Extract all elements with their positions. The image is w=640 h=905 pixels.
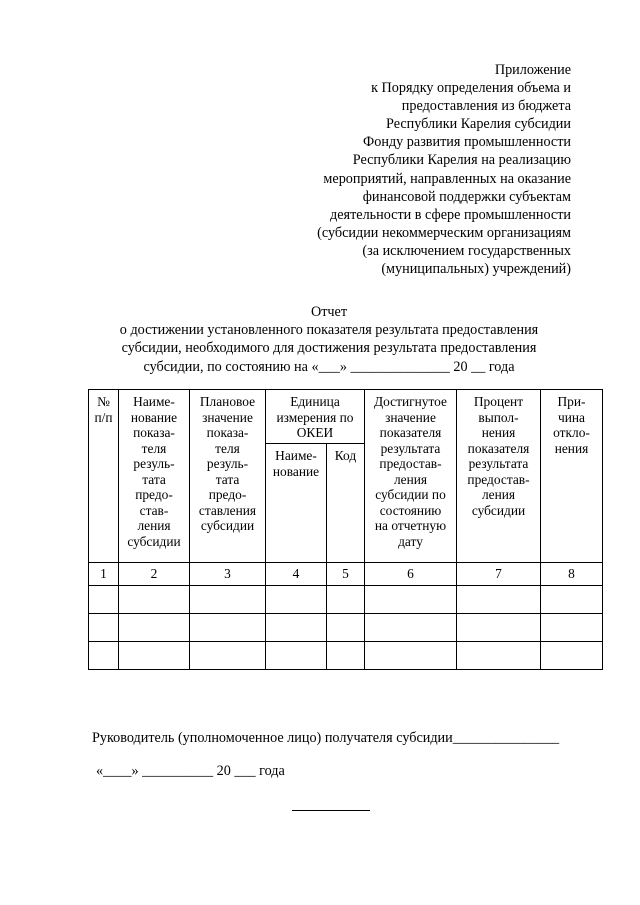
header-cell-deviation-reason: При- чина откло- нения: [541, 390, 603, 563]
header-cell-unit-code: Код: [327, 444, 365, 563]
table-cell[interactable]: [365, 586, 457, 614]
table-cell[interactable]: [190, 586, 266, 614]
table-cell[interactable]: [266, 642, 327, 670]
table-numbers-row: [89, 563, 603, 586]
report-table: [88, 389, 603, 670]
table-cell[interactable]: [541, 642, 603, 670]
appendix-block: [271, 61, 571, 278]
column-number: 5: [327, 563, 365, 586]
table-cell[interactable]: [119, 642, 190, 670]
date-line: «____» __________ 20 ___ года: [96, 763, 285, 779]
signer-line: Руководитель (уполномоченное лицо) получателя субсидии_______________: [92, 730, 560, 746]
appendix-line: финансовой поддержки субъектам: [362, 188, 571, 205]
appendix-line: (субсидии некоммерческим организациям: [317, 224, 571, 241]
appendix-line: (муниципальных) учреждений): [381, 261, 571, 278]
table-cell[interactable]: [457, 586, 541, 614]
table-cell[interactable]: [190, 642, 266, 670]
appendix-line: Приложение: [494, 62, 571, 78]
title-line: субсидии, необходимого для достижения результата предоставления: [121, 340, 537, 357]
header-cell-indicator-name: Наиме- нование показа- теля резуль- тата предо- став- ления субсидии: [119, 390, 190, 563]
header-cell-unit-okei: Единица измерения по ОКЕИ: [266, 390, 365, 444]
report-title: [88, 303, 570, 376]
header-cell-number: № п/п: [89, 390, 119, 563]
title-line: субсидии, по состоянию на «___» ______________ 20 __ года: [143, 358, 515, 375]
title-line: Отчет: [310, 304, 348, 320]
column-number: 4: [266, 563, 327, 586]
appendix-line: Республики Карелия субсидии: [386, 116, 571, 133]
column-number: 3: [190, 563, 266, 586]
table-cell[interactable]: [89, 614, 119, 642]
column-number: 7: [457, 563, 541, 586]
appendix-line: Республики Карелия на реализацию: [352, 152, 571, 169]
table-cell[interactable]: [190, 614, 266, 642]
table-cell[interactable]: [365, 642, 457, 670]
table-cell[interactable]: [327, 642, 365, 670]
table-cell[interactable]: [457, 614, 541, 642]
table-row: [89, 642, 603, 670]
header-cell-planned-value: Плановое значение показа- теля резуль- тата предо- ставления субсидии: [190, 390, 266, 563]
table-cell[interactable]: [119, 586, 190, 614]
table-cell[interactable]: [266, 586, 327, 614]
column-number: 2: [119, 563, 190, 586]
table-cell[interactable]: [327, 614, 365, 642]
title-line: о достижении установленного показателя результата предоставления: [119, 322, 539, 339]
signature-line: [292, 810, 370, 811]
table-cell[interactable]: [119, 614, 190, 642]
table-header-row: [89, 390, 603, 444]
table-row: [89, 586, 603, 614]
column-number: 8: [541, 563, 603, 586]
table-cell[interactable]: [541, 586, 603, 614]
appendix-line: (за исключением государственных: [362, 242, 571, 259]
table-cell[interactable]: [266, 614, 327, 642]
appendix-line: предоставления из бюджета: [401, 98, 571, 115]
table-cell[interactable]: [365, 614, 457, 642]
table-cell[interactable]: [89, 642, 119, 670]
appendix-line: Фонду развития промышленности: [363, 134, 571, 151]
table-row: [89, 614, 603, 642]
table-cell[interactable]: [89, 586, 119, 614]
appendix-line: к Порядку определения объема и: [371, 80, 571, 97]
column-number: 1: [89, 563, 119, 586]
table-cell[interactable]: [327, 586, 365, 614]
header-cell-achieved-value: Достигнутое значение показателя результата предостав- ления субсидии по состоянию на отчетную дату: [365, 390, 457, 563]
appendix-line: мероприятий, направленных на оказание: [323, 170, 571, 187]
column-number: 6: [365, 563, 457, 586]
table-cell[interactable]: [541, 614, 603, 642]
header-cell-completion-percent: Процент выпол- нения показателя результата предостав- ления субсидии: [457, 390, 541, 563]
appendix-line: деятельности в сфере промышленности: [330, 206, 571, 223]
header-cell-unit-name: Наиме- нование: [266, 444, 327, 563]
table-cell[interactable]: [457, 642, 541, 670]
